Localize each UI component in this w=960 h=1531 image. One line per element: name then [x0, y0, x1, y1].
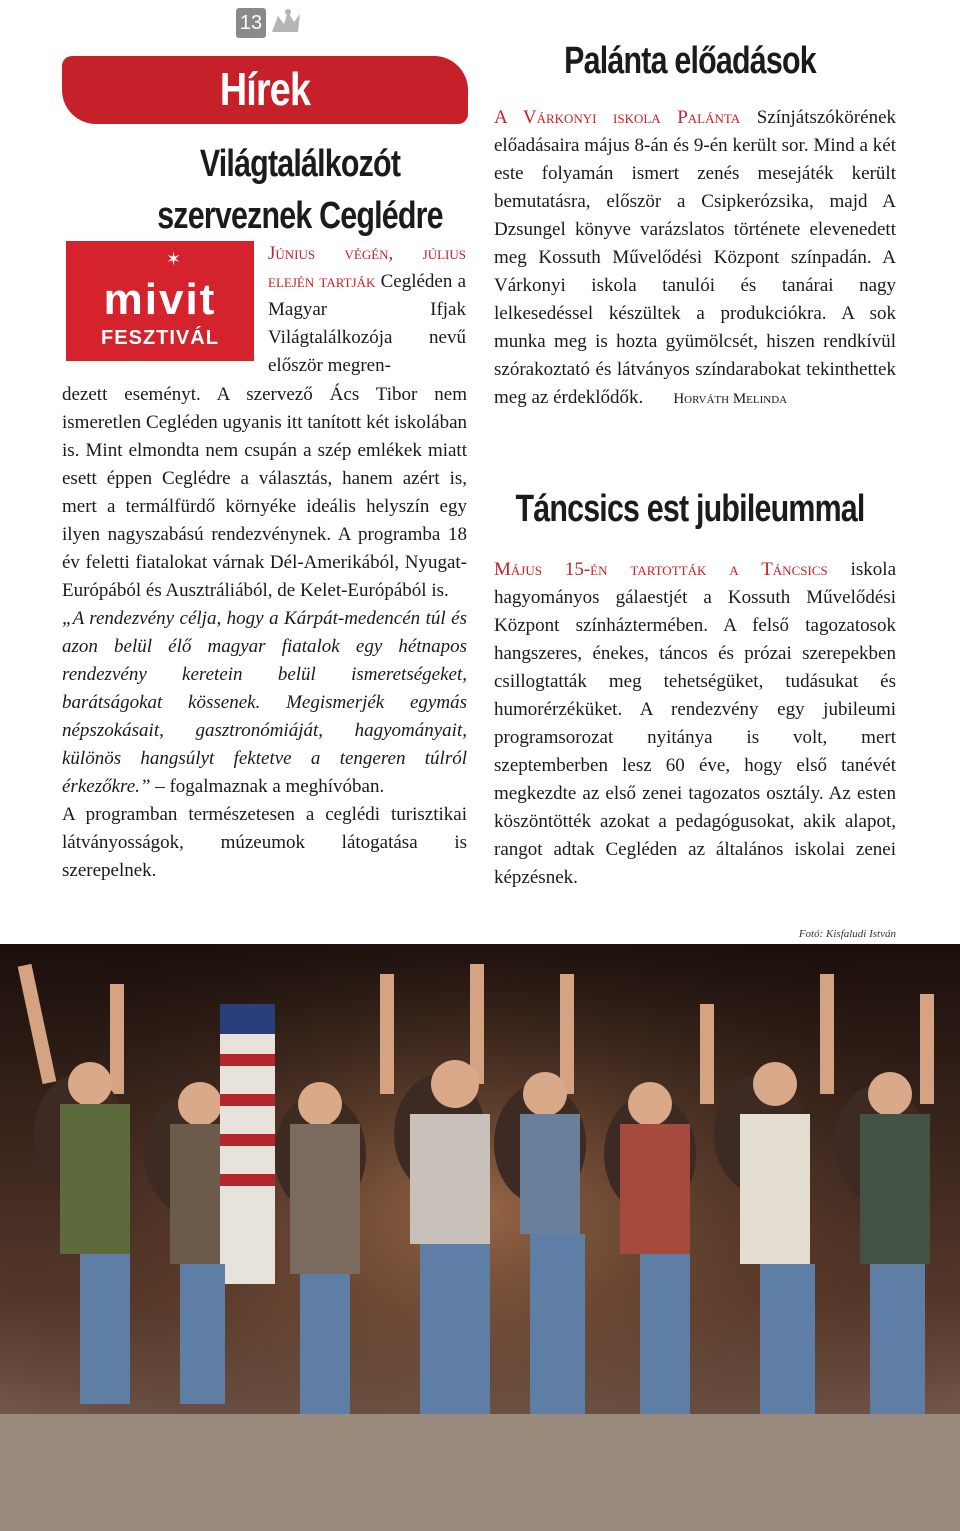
article1-lead-text: Cegléden a Magyar Ifjak Világtalálkozója nevű először megren-: [268, 271, 467, 376]
city-crest-icon: [268, 6, 304, 40]
article1-quote-tail: – fogalmaznak a meghívóban.: [150, 776, 385, 797]
logo-word: mivit: [103, 275, 217, 324]
logo-subtitle: FESZTIVÁL: [101, 327, 219, 349]
article1-paragraph-1: dezett eseményt. A szervező Ács Tibor nem ismeretlen Cegléden ugyanis itt tanított két iskolában is. Mint elmondta nem csupán a szép emlékek miatt esett éppen Ceglédre a választás, hanem azért is, mert a termálfürdő környéke ideális helyszín egy ilyen nagyszabású rendezvénynek. A programba 18 év feletti fiatalokat várnak Dél-Amerikából, Nyugat-Európából és Ausztráliából, de Kelet-Európából is.: [62, 384, 467, 601]
article2-text: Színjátszókörének előadásaira május 8-án és 9-én került sor. Mind a két este folyamán ismert zenés mesejáték került bemutatásra, először a Csipkerózsika, majd A Dzsungel könyve varázslatos története elevenedett meg Kossuth Művelődési Központ színpadán. A Várkonyi iskola tanulói és tanárai nagy lelkesedéssel készültek a produkciókra. A sok munka meg is hozta gyümölcsét, hiszen rendkívül szórakoztató és látványos színdarabokat tekinthettek meg az érdeklődők.: [494, 107, 896, 408]
article1-body: [62, 381, 467, 885]
section-title: Hírek: [219, 63, 311, 115]
article1-lead: [268, 240, 466, 380]
page-number: 13: [236, 8, 266, 38]
article3-text: iskola hagyományos gálaestjét a Kossuth Művelődési Központ színháztermében. A felső tagozatosok hangszeres, énekes, táncos és prózai szerepekben csillogtatták meg tehetségüket, tudásukat és humorérzéküket. A rendezvény egy jubileumi programsorozat nyitánya is volt, mert szeptemberben lesz 60 éve, hogy első tanévét megkezdte az első zenei tagozatos osztály. Az esten köszöntötték azokat a pedagógusokat, akik alapot, rangot adtak Cegléden az általános iskolai zenei képzésnek.: [494, 559, 897, 888]
star-icon: ✶: [166, 249, 182, 269]
article-title-world-meeting: [92, 138, 508, 242]
photo-illustration: [0, 944, 960, 1531]
mivit-festival-logo: [66, 241, 254, 361]
article1-quote: „A rendezvény célja, hogy a Kárpát-medencén túl és azon belül élő magyar fiatalok egy hétnapos rendezvény keretein belül ismeretségeket, barátságokat kössenek. Megismerjék egymás népszokásait, gasztronómiáját, hagyományait, különös hangsúlyt fektetve a tengeren túlról érkezőkre.”: [62, 608, 467, 797]
stage-performance-photo: [0, 944, 960, 1531]
article3-body: [494, 556, 896, 892]
article-title-tancsics: Táncsics est jubileummal: [515, 488, 865, 530]
article1-paragraph-2: A programban természetesen a ceglédi turisztikai látványosságok, múzeumok látogatása is szerepelnek.: [62, 804, 467, 881]
article1-kicker: Június végén, július elején tartják: [268, 243, 466, 292]
article3-kicker: Május 15-én tartották a Táncsics: [494, 559, 828, 580]
article2-body: [494, 104, 896, 413]
section-banner: [62, 56, 468, 124]
title-line-1: Világtalálkozót: [199, 143, 401, 185]
article2-byline: Horváth Melinda: [673, 391, 788, 407]
article2-kicker: A Várkonyi iskola Palánta: [494, 107, 741, 128]
article-title-palanta: Palánta előadások: [564, 40, 816, 82]
title-line-2: szerveznek Ceglédre: [157, 195, 443, 237]
photo-credit: Fotó: Kisfaludi István: [798, 928, 896, 940]
